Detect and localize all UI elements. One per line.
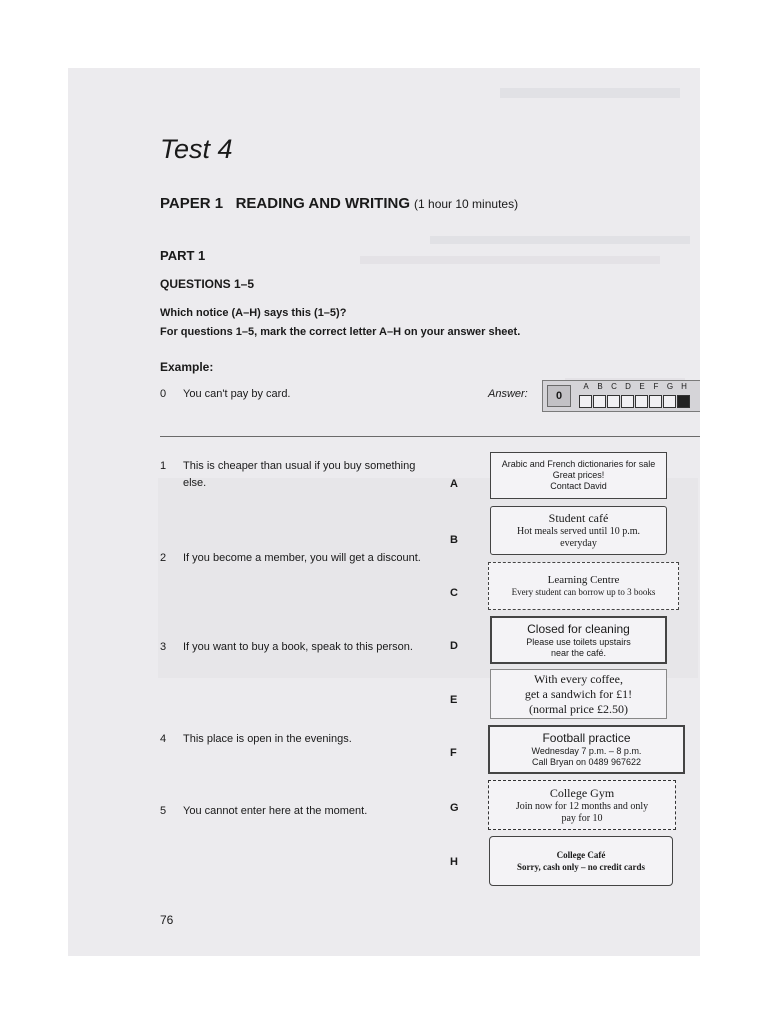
question-number: 1: [160, 460, 167, 472]
notice-g: [488, 780, 676, 830]
option-letter: D: [450, 640, 458, 652]
notice-b: [490, 506, 667, 555]
notice-line: Join now for 12 months and only: [515, 800, 649, 812]
option-letter: A: [450, 478, 458, 490]
option-letter: B: [450, 534, 458, 546]
grid-letter: D: [625, 382, 631, 391]
notice-line: get a sandwich for £1!: [524, 686, 633, 701]
grid-letter: C: [611, 382, 617, 391]
answer-grid-boxes: [579, 395, 691, 408]
notice-line: Every student can borrow up to 3 books: [511, 587, 656, 597]
answer-grid-box: [649, 395, 662, 408]
question-number: 2: [160, 552, 167, 564]
notice-line: College Gym: [549, 785, 615, 800]
question-text: You cannot enter here at the moment.: [183, 805, 368, 817]
notice-f: [488, 725, 685, 774]
question-text: If you want to buy a book, speak to this person.: [183, 641, 413, 653]
option-letter: F: [450, 747, 457, 759]
show-through-mark: [360, 256, 660, 264]
part-heading: PART 1: [160, 248, 206, 263]
test-page: [68, 68, 700, 956]
option-letter: G: [450, 802, 459, 814]
answer-number: 0: [547, 385, 571, 407]
question-number: 5: [160, 805, 167, 817]
question-text: This place is open in the evenings.: [183, 733, 352, 745]
notice-e: [490, 669, 667, 719]
answer-grid-box: [607, 395, 620, 408]
answer-grid-letters: [579, 382, 691, 391]
notice-line: near the café.: [550, 647, 607, 658]
notice-d: [490, 616, 667, 664]
show-through-mark: [500, 88, 680, 98]
question-text: If you become a member, you will get a discount.: [183, 552, 421, 564]
question-number: 3: [160, 641, 167, 653]
notice-h: [489, 836, 673, 886]
answer-grid-box: [663, 395, 676, 408]
notice-line: Arabic and French dictionaries for sale: [501, 459, 656, 469]
question-number: 4: [160, 733, 167, 745]
answer-grid-box: [579, 395, 592, 408]
grid-letter: B: [597, 382, 603, 391]
notice-c: [488, 562, 679, 610]
answer-grid-box: [677, 395, 690, 408]
show-through-mark: [430, 236, 690, 244]
notice-line: Learning Centre: [547, 574, 620, 586]
example-label: Example:: [160, 360, 214, 374]
paper-duration: (1 hour 10 minutes): [414, 197, 519, 211]
questions-heading: QUESTIONS 1–5: [160, 277, 255, 291]
notice-a: [490, 452, 667, 499]
notice-line: Closed for cleaning: [527, 621, 630, 636]
notice-line: Wednesday 7 p.m. – 8 p.m.: [531, 746, 642, 756]
answer-label: Answer:: [488, 388, 528, 400]
grid-letter: H: [681, 382, 687, 391]
page-number: 76: [160, 913, 174, 927]
instruction-line: For questions 1–5, mark the correct letter A–H on your answer sheet.: [160, 326, 521, 338]
notice-line: Hot meals served until 10 p.m.: [516, 526, 641, 537]
answer-grid-box: [621, 395, 634, 408]
option-letter: H: [450, 856, 458, 868]
test-title: Test 4: [160, 134, 233, 164]
answer-example-box: [542, 380, 700, 412]
option-letter: E: [450, 694, 458, 706]
option-letter: C: [450, 587, 458, 599]
notice-line: College Café: [556, 850, 606, 860]
notice-line: Call Bryan on 0489 967622: [531, 757, 642, 767]
notice-line: Please use toilets upstairs: [526, 636, 631, 647]
answer-grid-box: [593, 395, 606, 408]
notice-line: Contact David: [550, 481, 607, 491]
grid-letter: G: [666, 382, 674, 391]
grid-letter: A: [583, 382, 589, 391]
notice-line: With every coffee,: [534, 671, 623, 686]
example-text: You can't pay by card.: [183, 388, 291, 400]
notice-line: (normal price £2.50): [529, 701, 628, 716]
notice-line: pay for 10: [561, 812, 603, 824]
notice-line: Sorry, cash only – no credit cards: [516, 862, 646, 872]
section-divider: [160, 436, 700, 437]
instruction-line: Which notice (A–H) says this (1–5)?: [160, 307, 347, 319]
paper-title-text: PAPER 1 READING AND WRITING: [160, 195, 411, 212]
example-number: 0: [160, 388, 167, 400]
grid-letter: F: [653, 382, 659, 391]
grid-letter: E: [639, 382, 645, 391]
notice-line: everyday: [560, 538, 597, 549]
question-text: This is cheaper than usual if you buy something else.: [183, 460, 416, 489]
notice-line: Great prices!: [552, 470, 605, 480]
paper-title: [160, 195, 518, 212]
notice-line: Student café: [548, 511, 609, 525]
notice-line: Football practice: [542, 731, 631, 745]
answer-grid-box: [635, 395, 648, 408]
